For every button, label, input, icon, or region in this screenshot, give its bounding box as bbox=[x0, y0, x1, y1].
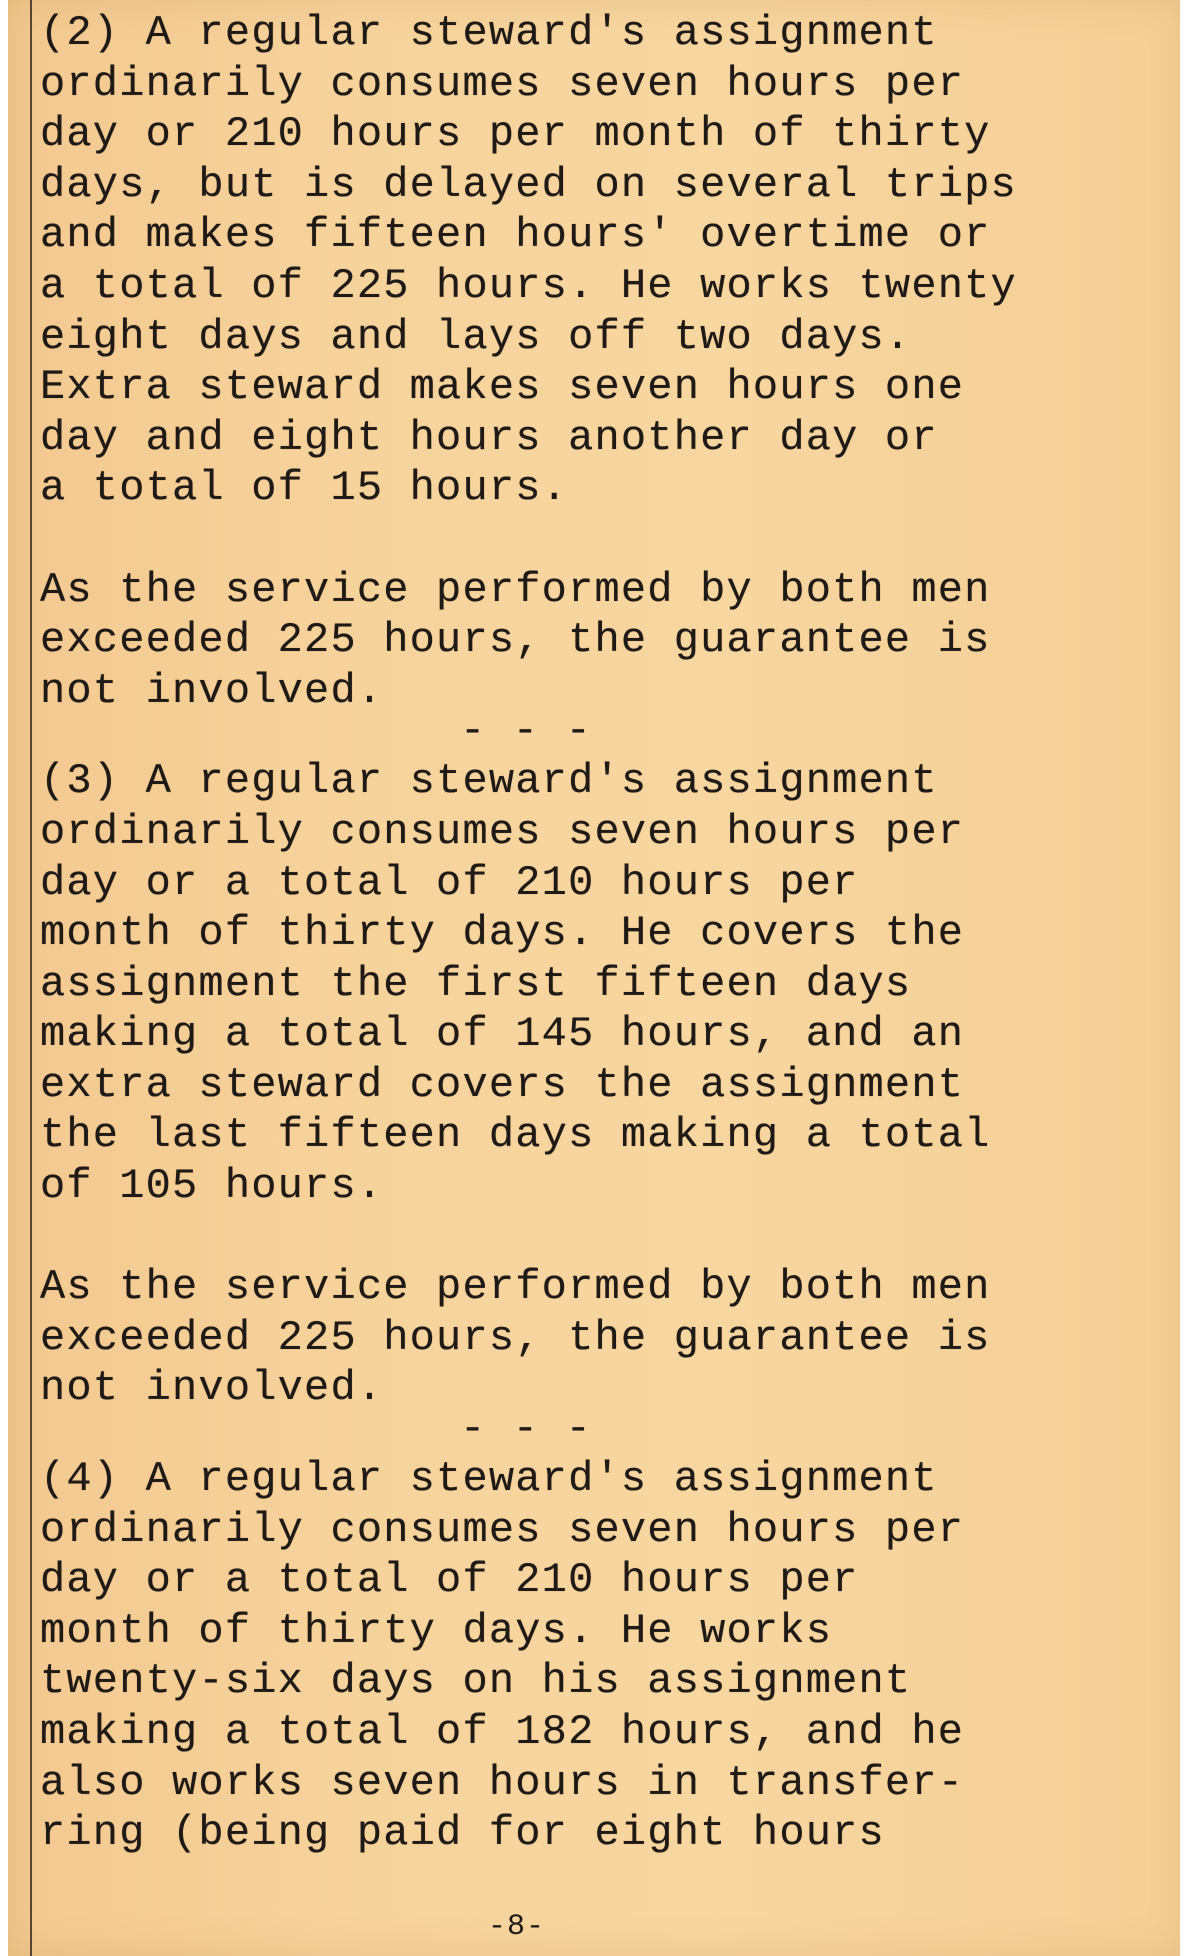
text-line: twenty-six days on his assignment bbox=[40, 1657, 912, 1706]
typed-page bbox=[40, 8, 1180, 1859]
text-line: (4) A regular steward's assignment bbox=[40, 1455, 938, 1504]
text-line: not involved. bbox=[40, 1364, 384, 1413]
text-line: ordinarily consumes seven hours per bbox=[40, 807, 965, 856]
text-line: day or a total of 210 hours per bbox=[40, 858, 859, 907]
conclusion-2 bbox=[40, 565, 1180, 717]
text-line: ordinarily consumes seven hours per bbox=[40, 1505, 965, 1554]
text-line: days, but is delayed on several trips bbox=[40, 160, 1017, 209]
text-line: a total of 15 hours. bbox=[40, 464, 569, 513]
text-line: day or a total of 210 hours per bbox=[40, 1556, 859, 1605]
text-line: assignment the first fifteen days bbox=[40, 959, 912, 1008]
text-line: a total of 225 hours. He works twenty bbox=[40, 261, 1017, 310]
text-line: day and eight hours another day or bbox=[40, 413, 938, 462]
text-line: the last fifteen days making a total bbox=[40, 1111, 991, 1160]
text-line: exceeded 225 hours, the guarantee is bbox=[40, 616, 991, 665]
left-margin-rule bbox=[30, 0, 32, 1956]
paragraph-3 bbox=[40, 756, 1180, 1211]
text-line: day or 210 hours per month of thirty bbox=[40, 110, 991, 159]
section-separator: - - - bbox=[460, 707, 593, 756]
text-line: Extra steward makes seven hours one bbox=[40, 363, 965, 412]
text-line: eight days and lays off two days. bbox=[40, 312, 912, 361]
text-line: of 105 hours. bbox=[40, 1162, 384, 1211]
text-line: also works seven hours in transfer- bbox=[40, 1758, 965, 1807]
text-line: month of thirty days. He works bbox=[40, 1606, 833, 1655]
paper-sheet bbox=[8, 0, 1187, 1956]
blank-line bbox=[40, 514, 1180, 565]
text-line: making a total of 145 hours, and an bbox=[40, 1010, 965, 1059]
blank-line bbox=[40, 1212, 1180, 1263]
page-number: -8- bbox=[488, 1910, 546, 1944]
page-edge bbox=[1180, 0, 1187, 1956]
text-line: making a total of 182 hours, and he bbox=[40, 1708, 965, 1756]
text-line: ordinarily consumes seven hours per bbox=[40, 59, 965, 108]
text-line: (2) A regular steward's assignment bbox=[40, 9, 938, 57]
paragraph-4 bbox=[40, 1454, 1180, 1859]
paragraph-2 bbox=[40, 8, 1180, 514]
text-line: exceeded 225 hours, the guarantee is bbox=[40, 1313, 991, 1362]
text-line: extra steward covers the assignment bbox=[40, 1060, 965, 1109]
text-line: month of thirty days. He covers the bbox=[40, 909, 965, 958]
section-separator: - - - bbox=[460, 1405, 593, 1454]
text-line: As the service performed by both men bbox=[40, 1263, 991, 1312]
text-line: not involved. bbox=[40, 666, 384, 715]
text-line: ring (being paid for eight hours bbox=[40, 1809, 885, 1858]
conclusion-3 bbox=[40, 1262, 1180, 1414]
text-line: As the service performed by both men bbox=[40, 565, 991, 614]
text-line: and makes fifteen hours' overtime or bbox=[40, 211, 991, 260]
text-line: (3) A regular steward's assignment bbox=[40, 757, 938, 806]
